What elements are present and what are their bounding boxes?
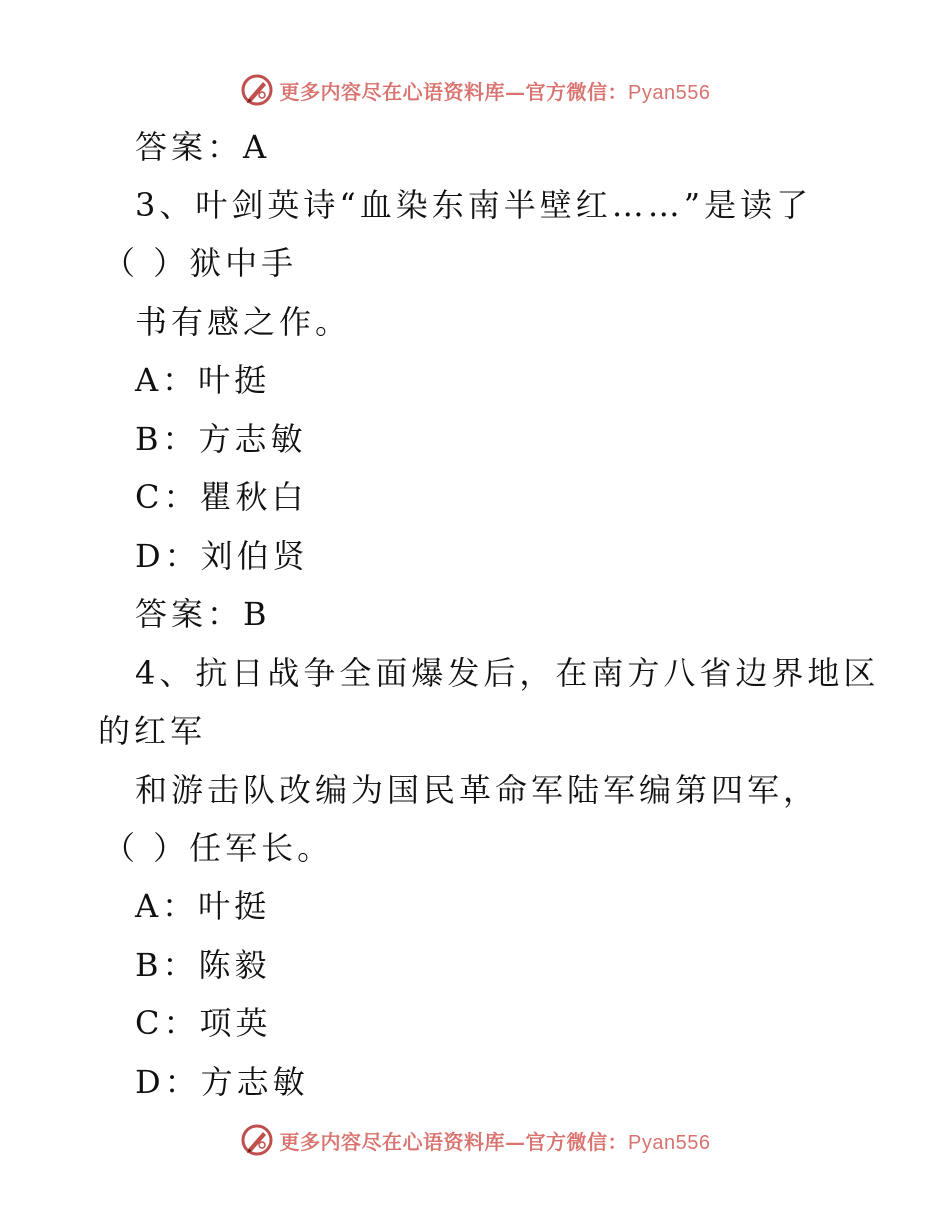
question-4-text-line-3: 和游击队改编为国民革命军陆军编第四军， bbox=[135, 771, 820, 809]
question-3-text-line-1: 3、叶剑英诗“血染东南半壁红……”是读了 bbox=[135, 186, 813, 224]
footer-watermark bbox=[0, 1120, 950, 1160]
header-watermark-wechat-id: Pyan556 bbox=[628, 81, 711, 104]
question-3-text-line-3: 书有感之作。 bbox=[135, 303, 352, 341]
answer-line-q3: 答案：B bbox=[135, 595, 271, 633]
header-watermark-inner bbox=[240, 73, 711, 107]
answer-line-q2: 答案：A bbox=[135, 128, 271, 166]
pen-logo-icon bbox=[240, 1123, 274, 1157]
question-4-option-b: B：陈毅 bbox=[135, 946, 271, 984]
question-3-option-c: C：瞿秋白 bbox=[135, 478, 308, 516]
footer-watermark-inner bbox=[240, 1123, 711, 1157]
question-3-option-a: A：叶挺 bbox=[135, 361, 271, 399]
header-watermark-label: 更多内容尽在心语资料库—官方微信： bbox=[279, 79, 629, 104]
question-4-text-line-2: 的红军 bbox=[98, 712, 207, 750]
footer-watermark-wechat-id: Pyan556 bbox=[628, 1131, 711, 1154]
question-4-text-line-4: （ ）任军长。 bbox=[103, 829, 334, 867]
footer-watermark-text bbox=[280, 1126, 711, 1155]
question-4-option-d: D：方志敏 bbox=[135, 1063, 309, 1101]
question-3-option-d: D：刘伯贤 bbox=[135, 537, 309, 575]
header-watermark-text bbox=[280, 76, 711, 105]
question-3-option-b: B：方志敏 bbox=[135, 420, 307, 458]
question-4-option-c: C：项英 bbox=[135, 1004, 272, 1042]
question-3-text-line-2: （ ）狱中手 bbox=[103, 244, 298, 282]
question-4-text-line-1: 4、抗日战争全面爆发后，在南方八省边界地区 bbox=[135, 654, 880, 692]
question-4-option-a: A：叶挺 bbox=[135, 887, 271, 925]
pen-logo-icon bbox=[240, 73, 274, 107]
header-watermark bbox=[0, 70, 950, 110]
footer-watermark-label: 更多内容尽在心语资料库—官方微信： bbox=[279, 1129, 629, 1154]
